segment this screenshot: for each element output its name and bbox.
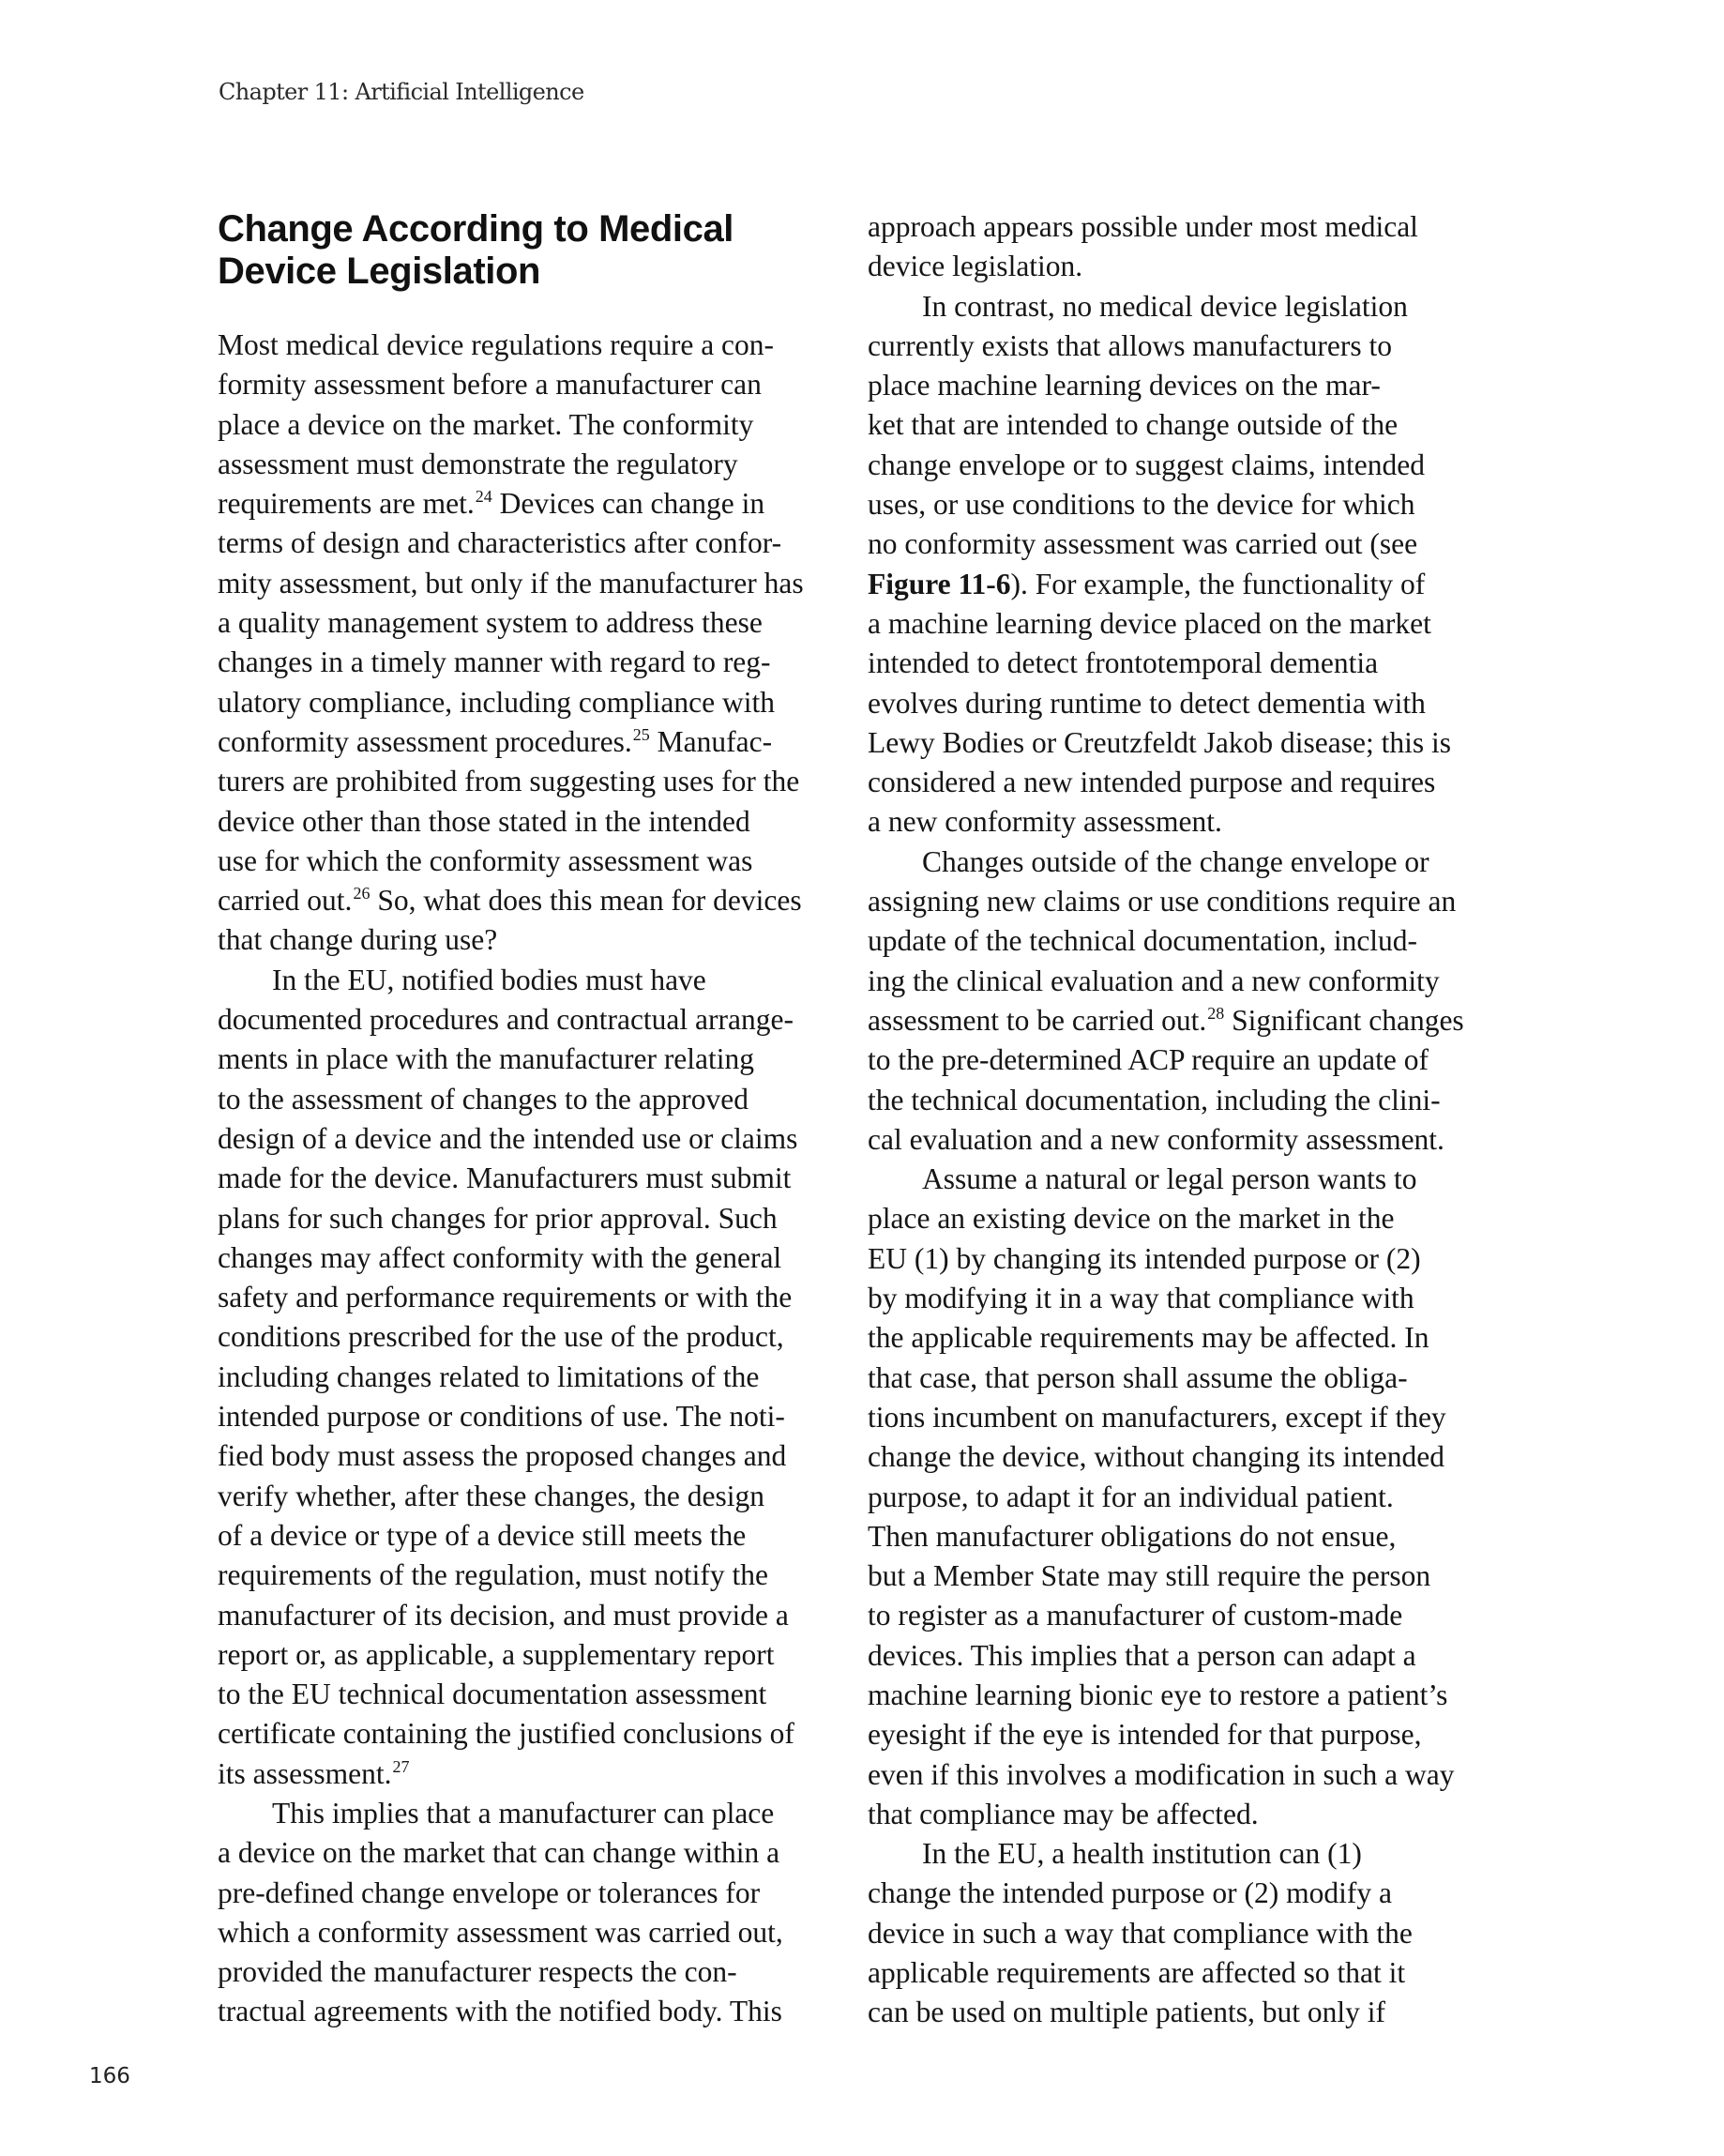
text-line <box>218 326 818 365</box>
text-line-content: a quality management system to address these <box>218 606 763 640</box>
text-line-content: ing the clinical evaluation and a new conformity <box>868 964 1440 997</box>
text-line <box>218 1397 818 1436</box>
text-line <box>218 961 818 1000</box>
text-line <box>868 802 1468 842</box>
text-line-content: plans for such changes for prior approval. Such <box>218 1201 778 1235</box>
text-line <box>218 1278 818 1317</box>
text-line <box>868 644 1468 683</box>
text-line-content: but a Member State may still require the person <box>868 1559 1431 1593</box>
text-line-content: conformity assessment procedures. <box>218 724 632 758</box>
text-line-content: assessment must demonstrate the regulatory <box>218 447 738 480</box>
text-line <box>218 1794 818 1833</box>
text-line-content: pre-defined change envelope or tolerances for <box>218 1875 761 1909</box>
text-line <box>218 1317 818 1357</box>
text-line <box>218 643 818 682</box>
section-heading: Change According to Medical Device Legislation <box>218 208 734 292</box>
text-line-content: the applicable requirements may be affected. In <box>868 1321 1429 1355</box>
text-line <box>868 326 1468 366</box>
text-line-content: report or, as applicable, a supplementary report <box>218 1637 775 1671</box>
text-line-content: intended purpose or conditions of use. The noti- <box>218 1400 785 1434</box>
text-line-content: that compliance may be affected. <box>868 1797 1259 1830</box>
text-line-content: of a device or type of a device still meets the <box>218 1518 747 1552</box>
text-line-content: place a device on the market. The conformity <box>218 407 754 441</box>
right-text-column <box>868 207 1468 2033</box>
text-line <box>218 405 818 445</box>
text-line-content: which a conformity assessment was carried out, <box>218 1915 783 1949</box>
text-line <box>218 683 818 722</box>
text-line-content: In the EU, a health institution can (1) <box>922 1837 1362 1871</box>
text-line-content: that change during use? <box>218 923 498 957</box>
text-line <box>868 1715 1468 1754</box>
text-line-content: devices. This implies that a person can adapt a <box>868 1638 1416 1672</box>
text-line-continuation: So, what does this mean for devices <box>370 884 802 918</box>
text-line-content: to register as a manufacturer of custom-made <box>868 1599 1403 1632</box>
text-line-content: by modifying it in a way that compliance with <box>868 1282 1414 1315</box>
footnote-marker[interactable]: 26 <box>353 884 371 903</box>
text-line <box>218 1040 818 1079</box>
text-line-content: requirements of the regulation, must notify the <box>218 1558 768 1592</box>
text-line-content: assessment to be carried out. <box>868 1003 1207 1037</box>
text-line-content: change the intended purpose or (2) modify a <box>868 1876 1392 1910</box>
text-line-content: In contrast, no medical device legislation <box>922 289 1408 323</box>
text-line <box>868 684 1468 723</box>
text-line-content: ments in place with the manufacturer relating <box>218 1042 755 1076</box>
left-text-column <box>218 326 818 2032</box>
text-line <box>218 920 818 960</box>
text-line-content: Most medical device regulations require a con- <box>218 328 775 361</box>
text-line-content: This implies that a manufacturer can place <box>272 1796 775 1830</box>
text-line-content: certificate containing the justified conclusions of <box>218 1717 794 1751</box>
text-line-content: a device on the market that can change within a <box>218 1836 780 1870</box>
text-line-content: uses, or use conditions to the device for which <box>868 488 1415 522</box>
text-line <box>218 1238 818 1278</box>
text-line <box>218 1159 818 1198</box>
text-line <box>218 1675 818 1714</box>
text-line-content: no conformity assessment was carried out (see <box>868 527 1418 561</box>
text-line <box>218 1477 818 1516</box>
text-line <box>218 603 818 643</box>
text-line <box>218 1635 818 1675</box>
text-line <box>868 1359 1468 1398</box>
text-line <box>868 1874 1468 1913</box>
text-line <box>868 1437 1468 1477</box>
text-line <box>218 1913 818 1952</box>
text-line-content: verify whether, after these changes, the design <box>218 1479 764 1512</box>
text-line <box>868 247 1468 286</box>
text-line <box>868 366 1468 405</box>
text-line <box>218 881 818 920</box>
text-line-content: changes may affect conformity with the general <box>218 1240 782 1274</box>
text-line-content: changes in a timely manner with regard to reg- <box>218 645 771 679</box>
text-line-content: device in such a way that compliance with the <box>868 1916 1413 1950</box>
text-line <box>218 1754 818 1794</box>
figure-reference-link[interactable]: Figure 11-6 <box>868 567 1011 600</box>
text-line-content: device legislation. <box>868 250 1083 283</box>
text-line <box>868 405 1468 445</box>
text-line <box>868 1795 1468 1834</box>
text-line-content: mity assessment, but only if the manufacturer has <box>218 566 804 600</box>
text-line-continuation: Significant changes <box>1224 1003 1464 1037</box>
text-line-content: carried out. <box>218 884 353 918</box>
text-line <box>868 565 1468 604</box>
text-line <box>868 962 1468 1001</box>
text-line-content: evolves during runtime to detect dementia with <box>868 686 1426 720</box>
text-line-content: assigning new claims or use conditions require an <box>868 885 1457 919</box>
text-line <box>868 1001 1468 1040</box>
text-line-content: its assessment. <box>218 1756 392 1790</box>
text-line-content: made for the device. Manufacturers must submit <box>218 1162 792 1195</box>
text-line <box>218 722 818 762</box>
text-line <box>868 1239 1468 1279</box>
text-line <box>868 1398 1468 1437</box>
text-line <box>218 762 818 801</box>
text-line-content: safety and performance requirements or with the <box>218 1281 793 1314</box>
text-line <box>868 1199 1468 1238</box>
text-line-content: approach appears possible under most medical <box>868 210 1418 243</box>
text-line <box>218 365 818 404</box>
text-line-content: to the EU technical documentation assessment <box>218 1678 767 1711</box>
text-line <box>218 1358 818 1397</box>
text-line-content: to the assessment of changes to the approved <box>218 1082 749 1116</box>
text-line <box>218 1874 818 1913</box>
text-line <box>868 1081 1468 1120</box>
text-line-content: Assume a natural or legal person wants to <box>922 1162 1417 1196</box>
text-line-content: to the pre-determined ACP require an update of <box>868 1043 1429 1077</box>
text-line <box>868 1953 1468 1993</box>
text-line <box>218 445 818 484</box>
text-line <box>218 1596 818 1635</box>
text-line <box>218 802 818 842</box>
text-line <box>868 1596 1468 1635</box>
text-line-content: change envelope or to suggest claims, intended <box>868 448 1425 481</box>
text-line-content: place an existing device on the market in the <box>868 1202 1395 1236</box>
running-head-chapter-title: Chapter 11: Artificial Intelligence <box>219 79 584 105</box>
text-line-content: conditions prescribed for the use of the product, <box>218 1320 784 1354</box>
text-line <box>868 1914 1468 1953</box>
text-line-content: Lewy Bodies or Creutzfeldt Jakob disease; this is <box>868 725 1452 759</box>
text-line-content: use for which the conformity assessment was <box>218 843 753 877</box>
text-line <box>868 1755 1468 1795</box>
text-line <box>868 1040 1468 1080</box>
text-line-content: Changes outside of the change envelope or <box>922 844 1429 878</box>
text-line-content: device other than those stated in the intended <box>218 804 750 838</box>
text-line <box>218 1199 818 1238</box>
text-line <box>868 1318 1468 1358</box>
text-line <box>218 842 818 881</box>
text-line-content: machine learning bionic eye to restore a patient’s <box>868 1678 1448 1711</box>
text-line <box>868 921 1468 961</box>
footnote-marker[interactable]: 24 <box>475 487 492 507</box>
text-line <box>868 763 1468 802</box>
text-line-content: tions incumbent on manufacturers, except if they <box>868 1400 1446 1434</box>
text-line <box>218 1833 818 1873</box>
text-line-content: can be used on multiple patients, but only if <box>868 1996 1386 2029</box>
text-line-content: intended to detect frontotemporal dementia <box>868 646 1379 680</box>
text-line-content: EU (1) by changing its intended purpose or (2) <box>868 1241 1421 1275</box>
text-line-content: provided the manufacturer respects the con- <box>218 1955 737 1989</box>
text-line <box>218 564 818 603</box>
text-line-content: eyesight if the eye is intended for that purpose, <box>868 1718 1422 1752</box>
text-line <box>218 1714 818 1754</box>
text-line <box>218 1080 818 1119</box>
text-line <box>218 1556 818 1595</box>
text-line <box>868 882 1468 921</box>
text-line-content: cal evaluation and a new conformity assessment. <box>868 1122 1444 1156</box>
text-line-content: manufacturer of its decision, and must provide a <box>218 1598 789 1632</box>
text-line <box>868 287 1468 326</box>
text-line-content: ulatory compliance, including compliance with <box>218 685 775 719</box>
text-line-content: design of a device and the intended use or claims <box>218 1121 798 1155</box>
text-line-content: In the EU, notified bodies must have <box>272 963 706 996</box>
text-line <box>868 843 1468 882</box>
text-line-content: requirements are met. <box>218 487 475 521</box>
text-line-content: place machine learning devices on the mar- <box>868 369 1381 402</box>
text-line <box>868 1676 1468 1715</box>
text-line <box>218 1952 818 1992</box>
text-line <box>868 1517 1468 1556</box>
text-line-content: turers are prohibited from suggesting uses for the <box>218 765 800 798</box>
text-line <box>218 1992 818 2031</box>
text-line-content: considered a new intended purpose and requires <box>868 766 1436 799</box>
text-line <box>868 207 1468 247</box>
text-line-content: currently exists that allows manufacturers to <box>868 328 1392 362</box>
text-line-content: a new conformity assessment. <box>868 805 1222 839</box>
footnote-marker[interactable]: 27 <box>392 1756 410 1776</box>
text-line-content: formity assessment before a manufacturer can <box>218 368 762 402</box>
text-line-content: even if this involves a modification in such a way <box>868 1757 1455 1791</box>
text-line <box>218 1516 818 1556</box>
page-number: 166 <box>89 2064 130 2088</box>
text-line-content: fied body must assess the proposed changes and <box>218 1439 787 1473</box>
text-line <box>218 484 818 524</box>
text-line-content: purpose, to adapt it for an individual patient. <box>868 1480 1394 1513</box>
text-line <box>868 1636 1468 1676</box>
text-line <box>868 723 1468 763</box>
text-line-content: applicable requirements are affected so that it <box>868 1956 1406 1990</box>
text-line-content: ket that are intended to change outside of the <box>868 408 1399 442</box>
text-line <box>868 1120 1468 1160</box>
text-line <box>868 1478 1468 1517</box>
text-line <box>218 1119 818 1159</box>
text-line-content: a machine learning device placed on the market <box>868 606 1431 640</box>
text-line <box>868 446 1468 485</box>
footnote-marker[interactable]: 25 <box>632 724 650 744</box>
text-line-content: Then manufacturer obligations do not ensue, <box>868 1519 1397 1553</box>
text-line-continuation: ). For example, the functionality of <box>1010 567 1426 600</box>
text-line-content: including changes related to limitations of the <box>218 1359 760 1393</box>
text-line-content: terms of design and characteristics after confor- <box>218 526 782 560</box>
text-line <box>218 1436 818 1476</box>
text-line <box>868 485 1468 524</box>
text-line <box>868 604 1468 644</box>
text-line <box>868 1160 1468 1199</box>
text-line-content: that case, that person shall assume the obliga- <box>868 1360 1408 1394</box>
text-line <box>868 524 1468 564</box>
text-line-continuation: Devices can change in <box>491 487 765 521</box>
text-line <box>868 1556 1468 1596</box>
text-line <box>868 1993 1468 2032</box>
text-line-continuation: Manufac- <box>649 724 773 758</box>
text-line-content: documented procedures and contractual arrange- <box>218 1003 794 1037</box>
text-line-content: update of the technical documentation, includ- <box>868 924 1418 958</box>
text-line-content: the technical documentation, including the clini- <box>868 1083 1441 1116</box>
text-line-content: change the device, without changing its intended <box>868 1440 1444 1474</box>
text-line <box>218 1000 818 1040</box>
text-line <box>868 1279 1468 1318</box>
text-line <box>218 524 818 563</box>
footnote-marker[interactable]: 28 <box>1207 1003 1225 1023</box>
text-line-content: tractual agreements with the notified body. This <box>218 1995 782 2028</box>
text-line <box>868 1834 1468 1874</box>
